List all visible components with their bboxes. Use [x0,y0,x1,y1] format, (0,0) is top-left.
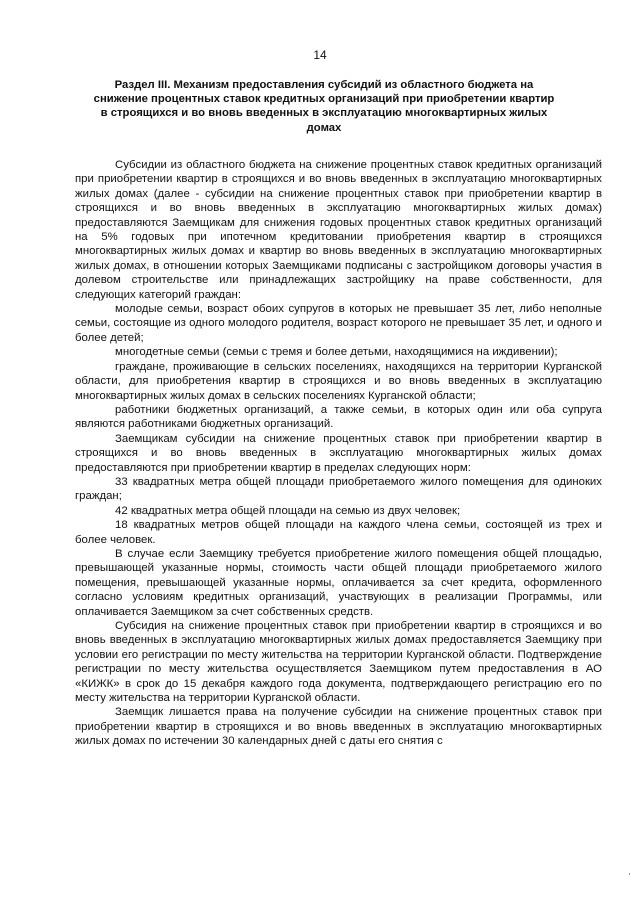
paragraph-area-norms-intro: Заемщикам субсидии на снижение процентных ставок при приобретении квартир в строящихся и во вновь введенных в эксплуатацию многоквартирных жилых домах предоставляются при приобретении квартир в пределах следующих норм: [75,432,602,474]
scan-edge-mark [629,873,630,875]
paragraph-budget-workers: работники бюджетных организаций, а также семьи, в которых один или оба супруга являются работниками бюджетных организаций. [75,403,602,431]
section-title: Раздел III. Механизм предоставления субсидий из областного бюджета на снижение процентных ставок кредитных организаций при приобретении квартир в строящихся и во вновь введенных в эксплуатацию многоквартирных жилых домах [93,79,555,134]
page-number: 14 [313,48,327,62]
paragraph-subsidy-purpose: Субсидии из областного бюджета на снижение процентных ставок кредитных организаций при приобретении квартир в строящихся и во вновь введенных в эксплуатацию многоквартирных жилых домах (далее - субсидии на снижение процентных ставок при приобретении квартир в строящихся и во вновь введенных в эксплуатацию многоквартирных жилых домах) предоставляются Заемщикам для снижения годовых процентных ставок кредитных организаций на 5% годовых при ипотечном кредитовании приобретения квартир в строящихся многоквартирных жилых домах и квартир во вновь введенных в эксплуатацию многоквартирных жилых домах, в отношении которых Заемщиками подписаны с застройщиком договоры участия в долевом строительстве или принадлежащих застройщику на праве собственности, для следующих категорий граждан: [75,159,602,301]
paragraph-young-families: молодые семьи, возраст обоих супругов в которых не превышает 35 лет, либо неполные семьи, состоящие из одного молодого родителя, возраст которого не превышает 35 лет, и одного и более детей; [75,303,602,344]
paragraph-excess-area: В случае если Заемщику требуется приобретение жилого помещения общей площадью, превышающей указанные нормы, стоимость части общей площади приобретаемого жилого помещения, превышающей указанные нормы, оплачивается за счет кредита, оформленного согласно условиям кредитных организаций, участвующих в реализации Программы, или оплачивается Заемщиком за счет собственных средств. [75,547,602,618]
paragraph-three-plus-norm: 18 квадратных метров общей площади на каждого члена семьи, состоящей из трех и более человек. [75,519,602,546]
paragraph-single-norm: 33 квадратных метра общей площади приобретаемого жилого помещения для одиноких граждан; [75,475,602,503]
paragraph-rural-residents: граждане, проживающие в сельских поселениях, находящихся на территории Курганской области, для приобретения квартир в строящихся и во вновь введенных в эксплуатацию многоквартирных жилых домах в сельских поселениях Курганской области; [75,360,602,402]
paragraph-registration-condition: Субсидия на снижение процентных ставок при приобретении квартир в строящихся и во вновь введенных в эксплуатацию многоквартирных жилых домах предоставляется Заемщику при условии его регистрации по месту жительства на территории Курганской области. Подтверждение регистрации по месту жительства осуществляется Заемщиком путем предоставления в АО «КИЖК» в срок до 15 декабря каждого года документа, подтверждающего регистрацию его по месту жительства на территории Курганской области. [75,620,602,705]
document-body [75,158,602,749]
paragraph-loss-of-right: Заемщик лишается права на получение субсидии на снижение процентных ставок при приобретении квартир в строящихся и во вновь введенных в эксплуатацию многоквартирных жилых домах по истечении 30 календарных дней с даты его снятия с [75,706,602,748]
paragraph-two-person-norm: 42 квадратных метра общей площади на семью из двух человек; [115,504,461,517]
paragraph-large-families: многодетные семьи (семьи с тремя и более детьми, находящимися на иждивении); [115,346,558,359]
